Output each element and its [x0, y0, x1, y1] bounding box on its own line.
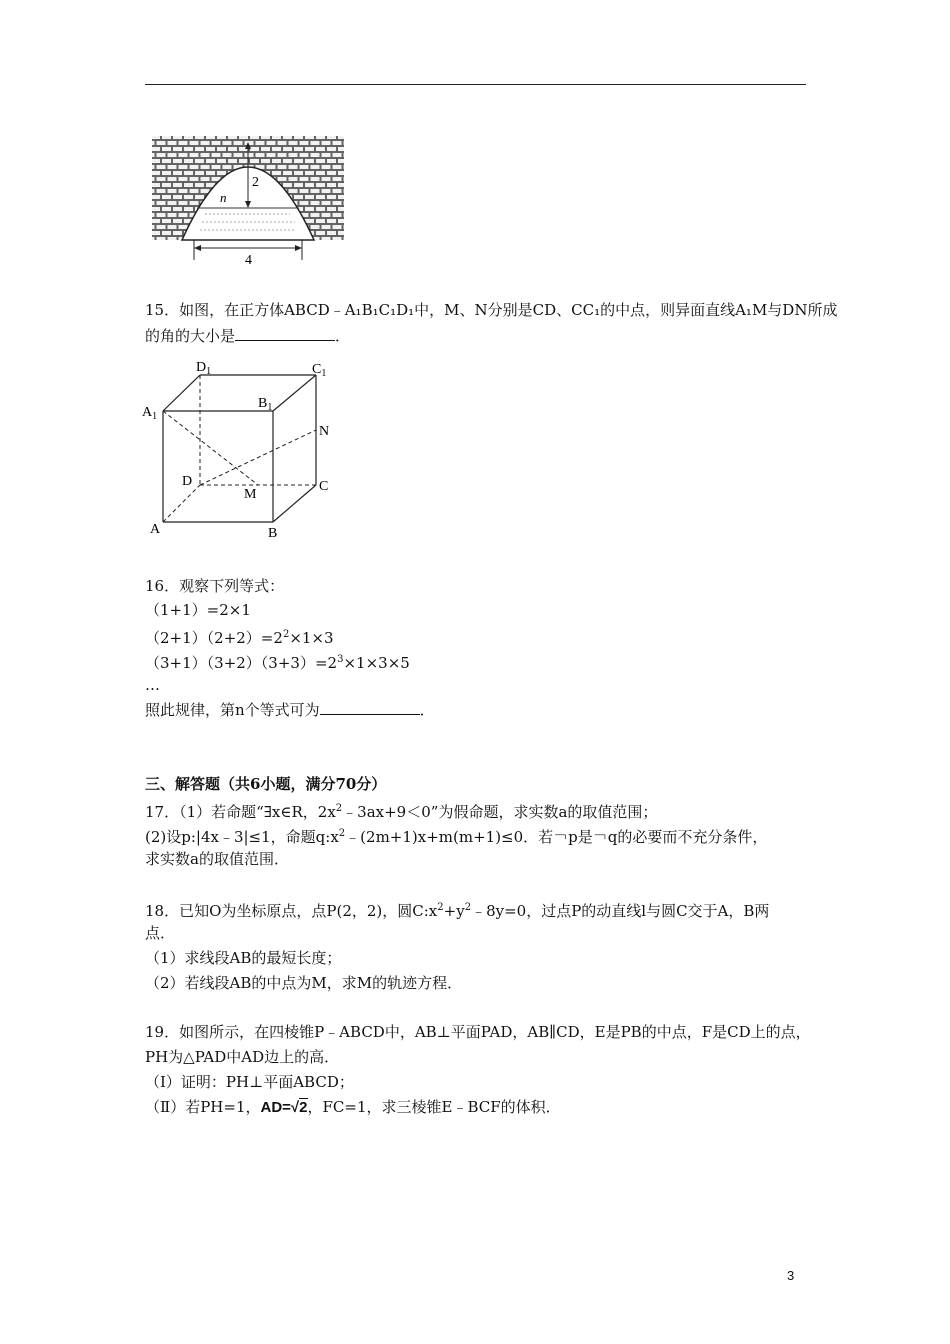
q18-line3: （1）求线段AB的最短长度； [145, 949, 342, 967]
q19-line3: （Ⅰ）证明：PH⊥平面ABCD； [145, 1073, 354, 1091]
q18-line4: （2）若线段AB的中点为M，求M的轨迹方程． [145, 974, 463, 992]
q18-line2: 点． [145, 924, 176, 942]
water-label: n [220, 190, 227, 205]
label-m: M [244, 487, 257, 502]
cube-figure [140, 355, 350, 545]
q17-line1: 17．（1）若命题“∃x∈R，$2x^2﹣3ax+9<0$”为假命题，求实数a的取值范围； [145, 803, 658, 821]
width-label: 4 [245, 253, 252, 266]
label-n: N [319, 424, 330, 439]
label-a: A [150, 522, 161, 537]
q17-line2: (2)设p:|4x﹣3|≤1，命题$q:x^2﹣(2m+1)x+m(m+1)\le 0$．若￢p是￢q的必要而不充分条件， [145, 828, 768, 846]
label-b1: $B_1$ [258, 396, 273, 413]
edge-ad [163, 485, 200, 522]
arch-figure [150, 134, 346, 266]
height-label: 2 [252, 175, 259, 190]
q15-line1: 15．如图，在正方体ABCD﹣A₁B₁C₁D₁中，M、N分别是CD、CC₁的中点，则异面直线A₁M与DN所成 [145, 301, 838, 319]
q16-conclusion: 照此规律，第n个等式可为 ． [145, 701, 435, 719]
label-b: B [268, 526, 278, 541]
label-d1: $D_1$ [196, 360, 212, 377]
segment-dn [200, 430, 316, 485]
q16-eq2: $(2+1)(2+2)=2^2\times 1\times 3$ [145, 629, 334, 647]
label-c1: $C_1$ [312, 362, 327, 379]
q19-line4: （Ⅱ）若PH=1，AD=√2，FC=1，求三棱锥E﹣BCF的体积． [145, 1098, 561, 1116]
q18-line1: 18．已知O为坐标原点，点P(2，2)，圆$C:x^2+y^2﹣8y=0$，过点P的动直线l与圆C交于A，B两 [145, 902, 770, 920]
label-a1: $A_1$ [142, 405, 158, 422]
label-c: C [319, 479, 329, 494]
sqrt-symbol: √ [290, 1099, 300, 1116]
answer-blank[interactable] [235, 326, 335, 341]
q16-intro: 16．观察下列等式： [145, 577, 285, 595]
q19-line2: PH为△PAD中AD边上的高． [145, 1048, 340, 1066]
q16-eq3: $(3+1)(3+2)(3+3)=2^3\times 1\times 3\times 5$ [145, 654, 410, 672]
label-d: D [182, 474, 193, 489]
q15-line2: 的角的大小是 ． [145, 327, 351, 345]
q19-line1: 19．如图所示，在四棱锥P﹣ABCD中，AB⊥平面PAD，AB∥CD，E是PB的中点，F是CD上的点， [145, 1023, 811, 1041]
answer-blank[interactable] [320, 700, 420, 715]
header-rule [145, 84, 806, 85]
page-number: 3 [787, 1268, 795, 1283]
section-title: 三、解答题（共6小题，满分70分） [145, 775, 387, 793]
q16-eq1: （1+1）=2×1 [145, 601, 251, 619]
q17-line3: 求实数a的取值范围． [145, 850, 289, 868]
formula-ad: AD=√2 [260, 1099, 308, 1116]
segment-a1m [163, 411, 258, 485]
q16-ellipsis: … [145, 676, 160, 694]
